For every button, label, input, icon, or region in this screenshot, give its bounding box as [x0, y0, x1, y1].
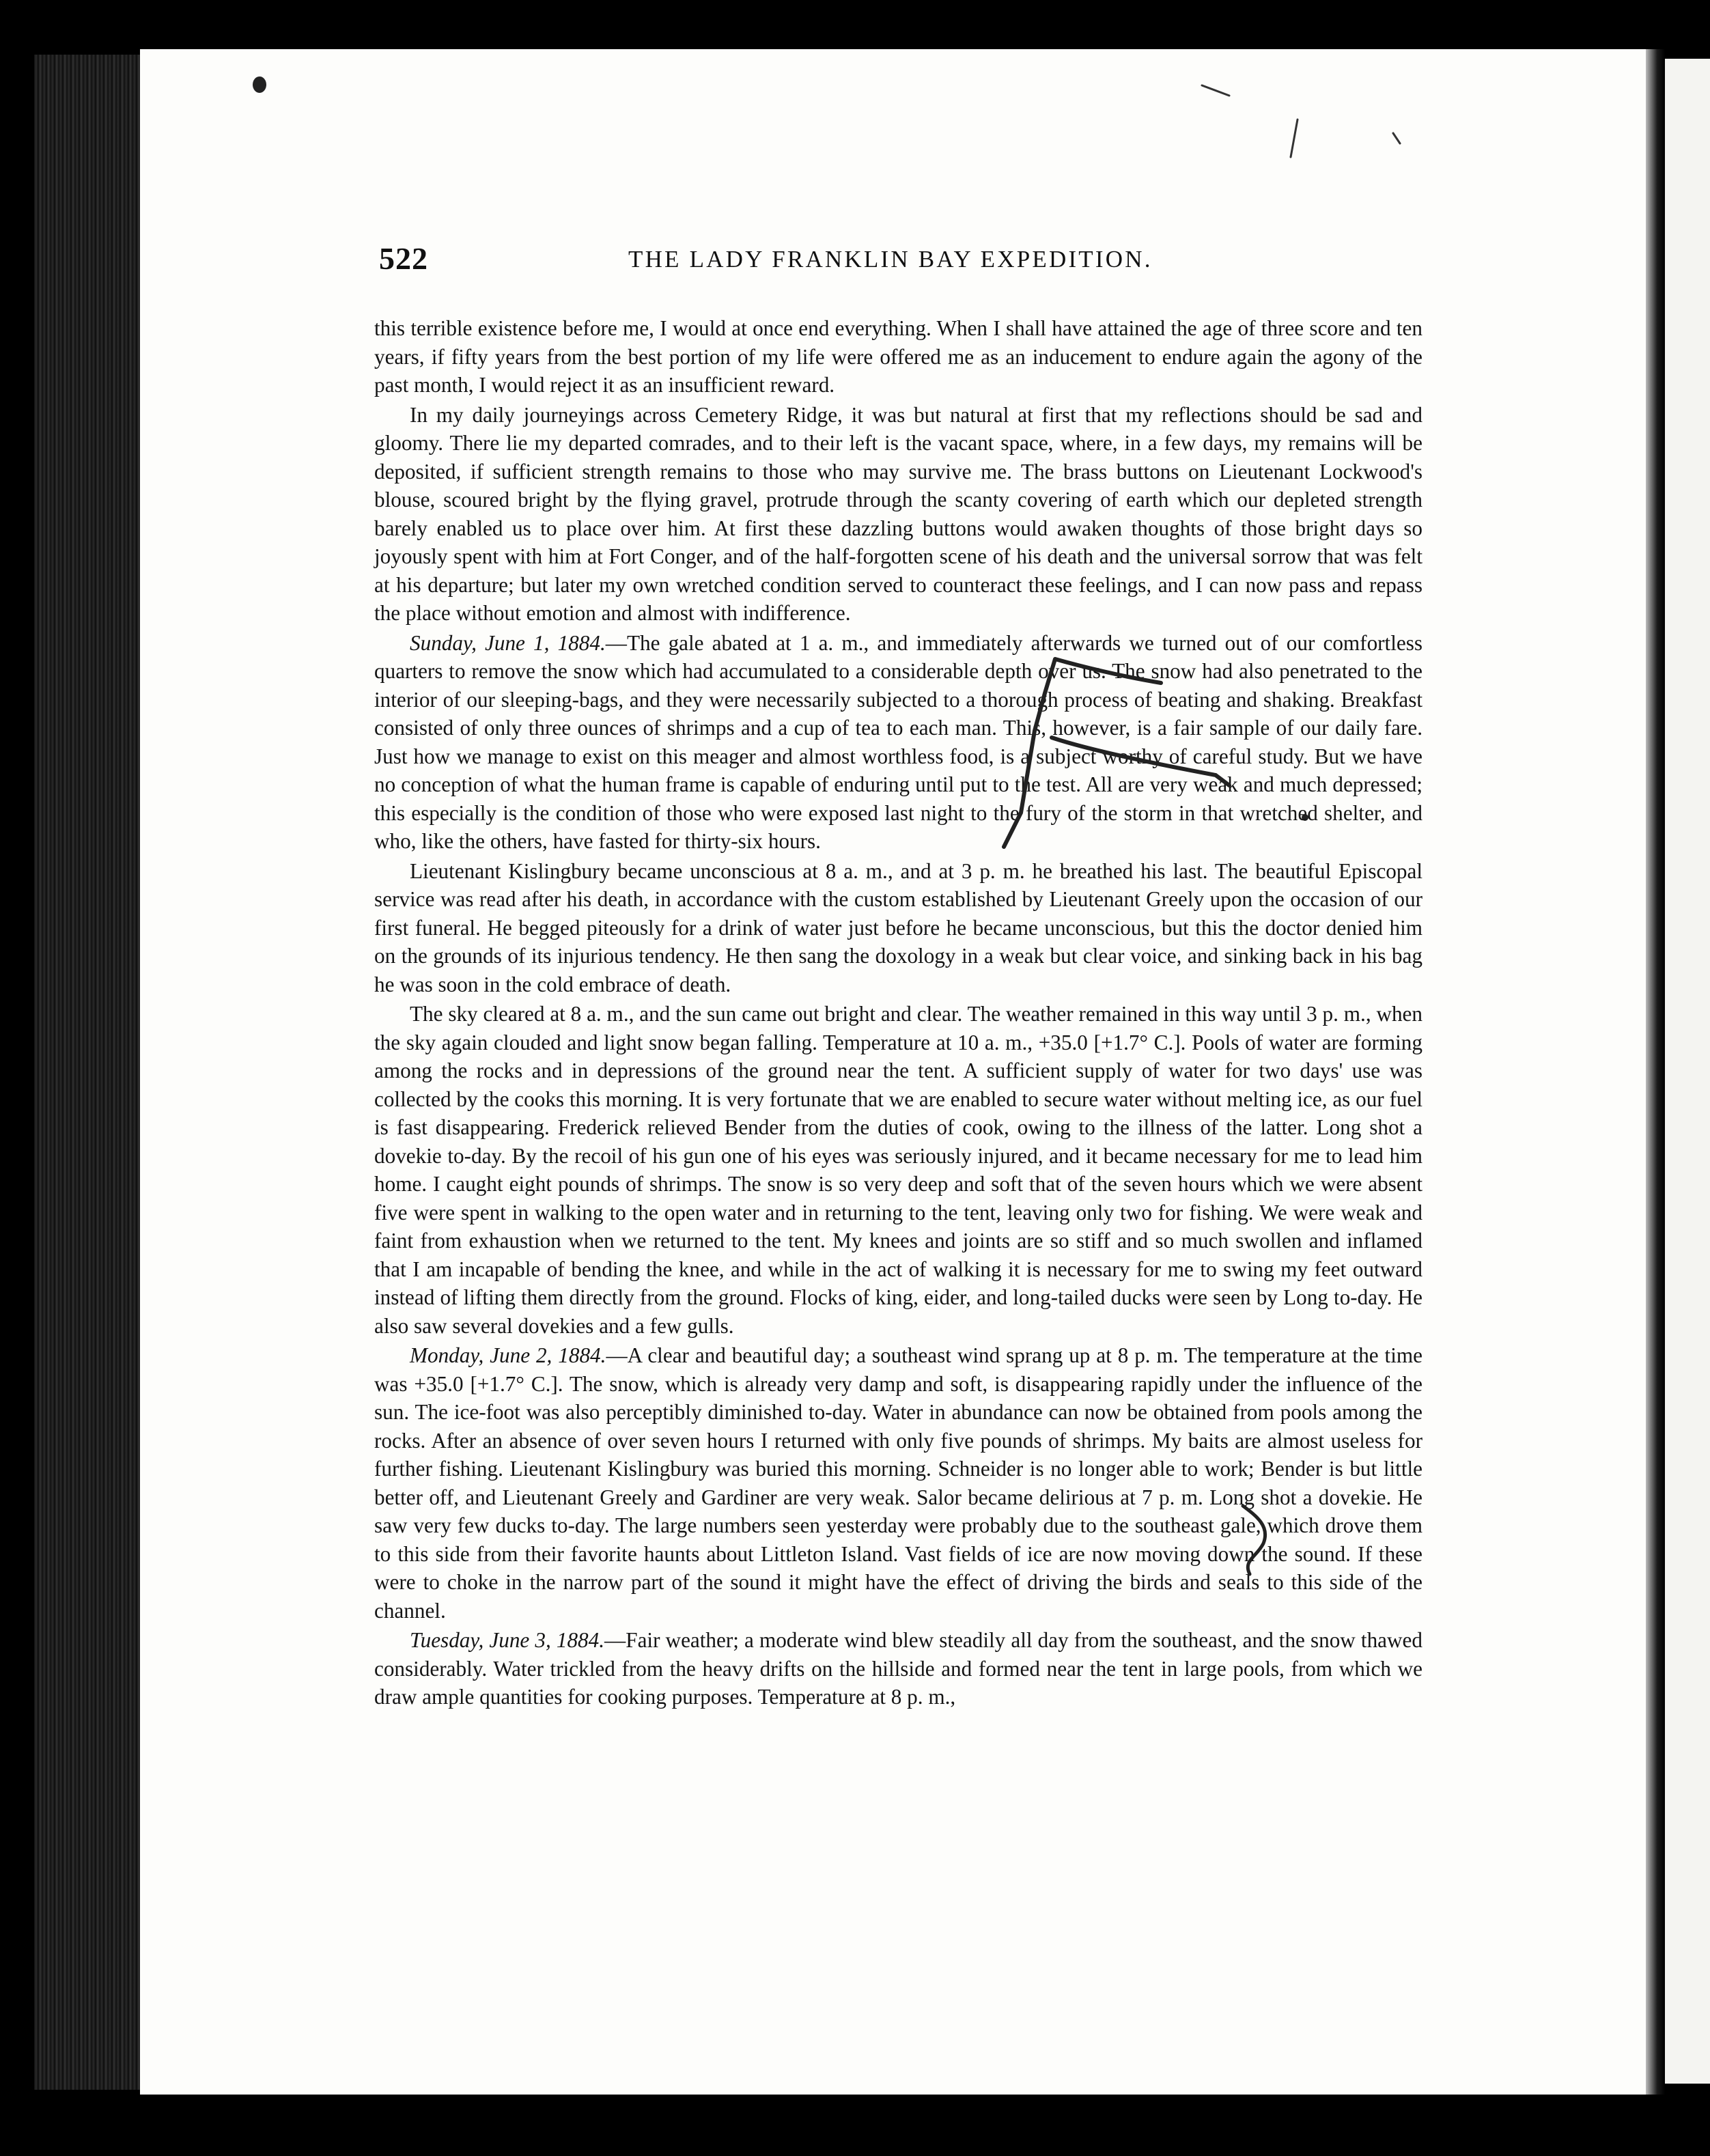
paragraph-text: —The gale abated at 1 a. m., and immediately afterwards we turned out of our comfortless quarters to remove the snow which had accumulated to a considerable depth over us. The snow had also penetrated to the interior of our sleeping-bags, and they were necessarily subjected to a thorough process of beating and shaking. Breakfast consisted of only three ounces of shrimps and a cup of tea to each man. This, however, is a fair sample of our daily fare. Just how we manage to exist on this meager and almost worthless food, is a subject worthy of careful study. But we have no conception of what the human frame is capable of enduring until put to the test. All are very weak and much depressed; this especially is the condition of those who were exposed last night to the fury of the storm in that wretched shelter, and who, like the others, have fasted for thirty-six hours. [374, 630, 1422, 853]
paragraph-text: —A clear and beautiful day; a southeast wind sprang up at 8 p. m. The temperature at the time was +35.0 [+1.7° C.]. The snow, which is already very damp and soft, is disappearing rapidly under the influence of the sun. The ice-foot was also perceptibly diminished to-day. Water in abundance can now be obtained from pools among the rocks. After an absence of over seven hours I returned with only five pounds of shrimps. My baits are almost useless for further fishing. Lieutenant Kislingbury was buried this morning. Schneider is no longer able to work; Bender is but little better off, and Lieutenant Greely and Gardiner are very weak. Salor became delirious at 7 p. m. Long shot a dovekie. He saw very few ducks to-day. The large numbers seen yesterday were probably due to the southeast gale, which drove them to this side from their favorite haunts about Littleton Island. Vast fields of ice are now moving down the sound. If these were to choke in the narrow part of the sound it might have the effect of driving the birds and seals to this side of the channel. [374, 1343, 1422, 1623]
paragraph-text: The sky cleared at 8 a. m., and the sun came out bright and clear. The weather remained in this way until 3 p. m., when the sky again clouded and light snow began falling. Temperature at 10 a. m., +35.0 [+1.7° C.]. Pools of water are forming among the rocks and in depressions of the ground near the tent. A sufficient supply of water for two days' use was collected by the cooks this morning. It is very fortunate that we are enabled to secure water without melting ice, as our fuel is fast disappearing. Frederick relieved Bender from the duties of cook, owing to the illness of the latter. Long shot a dovekie to-day. By the recoil of his gun one of his eyes was seriously injured, and it became necessary for me to lead him home. I caught eight pounds of shrimps. The snow is so very deep and soft that of the seven hours which we were absent five were spent in walking to the open water and in returning to the tent, leaving only two for fishing. We were weak and faint from exhaustion when we returned to the tent. My knees and joints are so stiff and so much swollen and inflamed that I am incapable of bending the knee, and while in the act of walking it is necessary for me to swing my feet outward instead of lifting them directly from the ground. Flocks of king, eider, and long-tailed ducks were seen by Long to-day. He also saw several dovekies and a few gulls. [374, 1002, 1422, 1338]
ink-blot [253, 76, 266, 93]
page-header [379, 240, 1424, 288]
paragraph-7 [374, 1626, 1422, 1711]
paragraph-5 [374, 1000, 1422, 1340]
paragraph-4 [374, 857, 1422, 999]
facing-page-edge [1665, 59, 1710, 2084]
paragraph-3 [374, 629, 1422, 856]
body-text [374, 314, 1422, 1711]
running-head: THE LADY FRANKLIN BAY EXPEDITION. [628, 246, 1153, 272]
paragraph-1 [374, 314, 1422, 400]
page-number: 522 [379, 241, 428, 276]
entry-date: Sunday, June 1, 1884. [410, 630, 606, 655]
book-gutter [1646, 49, 1665, 2095]
paragraph-text: In my daily journeyings across Cemetery Ridge, it was but natural at first that my reflections should be sad and gloomy. There lie my departed comrades, and to their left is the vacant space, where, in a few days, my remains will be deposited, if sufficient strength remains to those who may survive me. The brass buttons on Lieutenant Lockwood's blouse, scoured bright by the flying gravel, protrude through the scanty covering of earth which our depleted strength barely enabled us to place over him. At first these dazzling buttons would awaken thoughts of those bright days so joyously spent with him at Fort Conger, and of the half-forgotten scene of his death and the universal sorrow that was felt at his departure; but later my own wretched condition served to counteract these feelings, and I can now pass and repass the place without emotion and almost with indifference. [374, 402, 1422, 625]
paragraph-text: Lieutenant Kislingbury became unconscious at 8 a. m., and at 3 p. m. he breathed his last. The beautiful Episcopal service was read after his death, in accordance with the custom established by Lieutenant Greely upon the occasion of our first funeral. He begged piteously for a drink of water just before he became unconscious, but this the doctor denied him on the grounds of its injurious tendency. He then sang the doxology in a weak but clear voice, and sinking back in his bag he was soon in the cold embrace of death. [374, 858, 1422, 996]
paragraph-2 [374, 401, 1422, 628]
paragraph-text: —Fair weather; a moderate wind blew steadily all day from the southeast, and the snow thawed considerably. Water trickled from the heavy drifts on the hillside and formed near the tent in large pools, from which we draw ample quantities for cooking purposes. Temperature at 8 p. m., [374, 1628, 1422, 1709]
book-page-edges [34, 55, 150, 2090]
entry-date: Monday, June 2, 1884. [410, 1343, 606, 1367]
paragraph-text: this terrible existence before me, I would at once end everything. When I shall have attained the age of three score and ten years, if fifty years from the best portion of my life were offered me as an inducement to endure again the agony of the past month, I would reject it as an insufficient reward. [374, 316, 1422, 397]
paragraph-6 [374, 1341, 1422, 1625]
entry-date: Tuesday, June 3, 1884. [410, 1628, 605, 1652]
